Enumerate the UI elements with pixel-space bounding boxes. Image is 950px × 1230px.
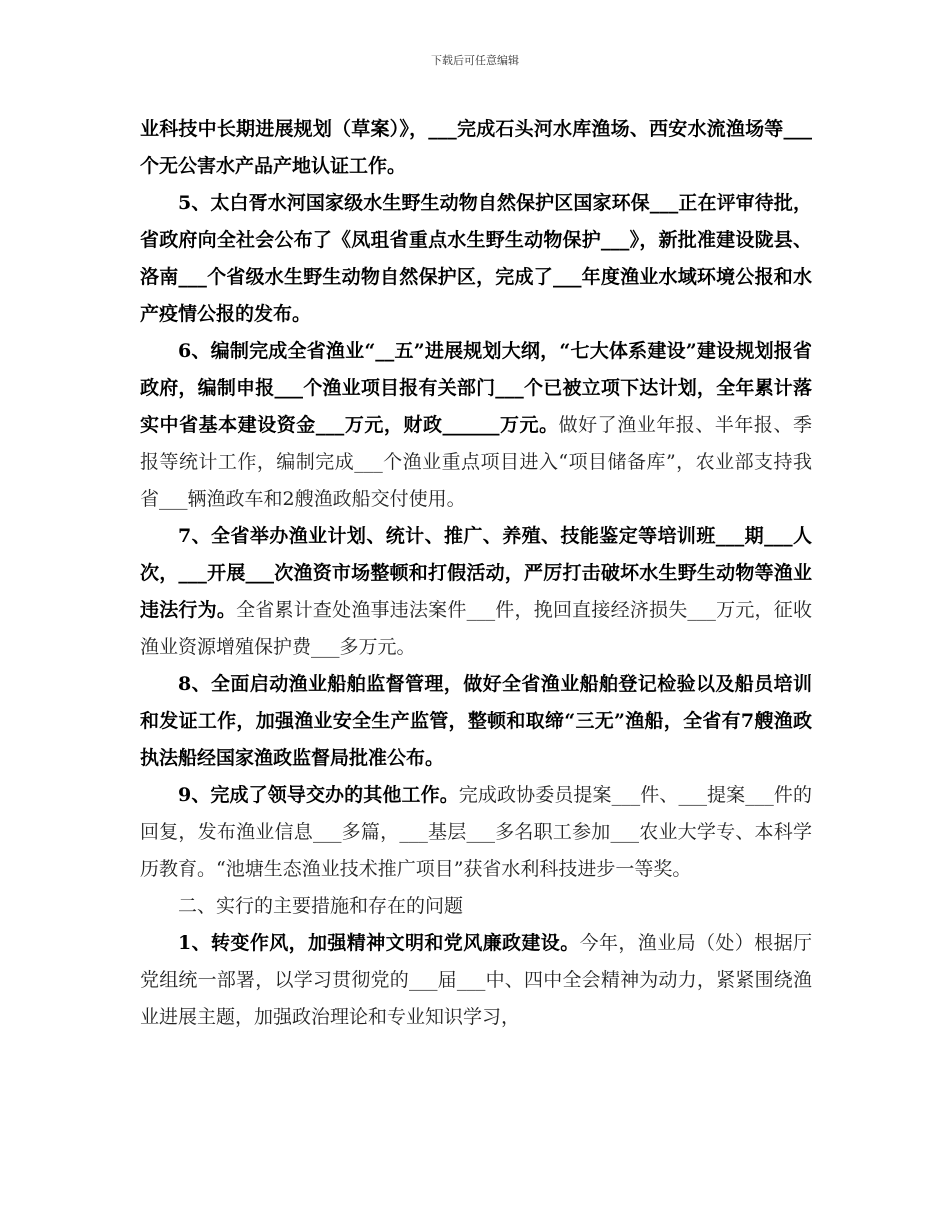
paragraph-item-8 bbox=[140, 666, 812, 777]
paragraph-item-9 bbox=[140, 777, 812, 888]
text-normal: 完成政协委员提案___件、___提案___件的回复，发布渔业信息___多篇，___基层___多名职工参加___农业大学专、本科学历教育。“池塘生态渔业技术推广项目”获省水利科技进步一等奖。 bbox=[140, 784, 812, 880]
paragraph-item-6 bbox=[140, 333, 812, 518]
paragraph-continuation bbox=[140, 111, 812, 185]
text-bold: 9、完成了领导交办的其他工作。 bbox=[178, 784, 459, 806]
paragraph-item-5 bbox=[140, 185, 812, 333]
paragraph-item-7 bbox=[140, 518, 812, 666]
section-heading bbox=[140, 888, 812, 925]
text-bold: 6、编制完成全省渔业“__五”进展规划大纲，“七大体系建设”建设规划报省政府，编制申报___个渔业项目报有关部门___个已被立项下达计划，全年累计落实中省基本建设资金___万元，财政______万元。 bbox=[140, 340, 812, 436]
text-bold: 5、太白胥水河国家级水生野生动物自然保护区国家环保___正在评审待批，省政府向全社会公布了《凤珇省重点水生野生动物保护___》，新批准建设陇县、洛南___个省级水生野生动物自然保护区，完成了___年度渔业水域环境公报和水产疫情公报的发布。 bbox=[140, 192, 812, 325]
page-header: 下载后可任意编辑 bbox=[431, 54, 519, 67]
text-bold: 业科技中长期进展规划（草案）》，___完成石头河水库渔场、西安水流渔场等___个无公害水产品产地认证工作。 bbox=[140, 118, 812, 177]
text-normal: 全省累计查处渔事违法案件___件，挽回直接经济损失___万元，征收渔业资源增殖保护费___多万元。 bbox=[140, 599, 812, 658]
text-normal: 二、实行的主要措施和存在的问题 bbox=[178, 895, 464, 917]
text-bold: 7、全省举办渔业计划、统计、推广、养殖、技能鉴定等培训班___期___人次，___开展___次渔资市场整顿和打假活动，严厉打击破坏水生野生动物等渔业违法行为。 bbox=[140, 525, 812, 621]
text-bold: 1、转变作风，加强精神文明和党风廉政建设。 bbox=[178, 932, 580, 954]
text-normal: 今年，渔业局（处）根据厅党组统一部署，以学习贯彻党的___届___中、四中全会精神为动力，紧紧围绕渔业进展主题，加强政治理论和专业知识学习， bbox=[140, 932, 812, 1028]
text-normal: 做好了渔业年报、半年报、季报等统计工作，编制完成___个渔业重点项目进入“项目储备库”，农业部支持我省___辆渔政车和2艘渔政船交付使用。 bbox=[140, 414, 812, 510]
paragraph-measure-1 bbox=[140, 925, 812, 1036]
text-bold: 8、全面启动渔业船舶监督管理，做好全省渔业船舶登记检验以及船员培训和发证工作，加强渔业安全生产监管，整顿和取缔“三无”渔船，全省有7艘渔政执法船经国家渔政监督局批准公布。 bbox=[140, 673, 812, 769]
document-body bbox=[140, 111, 812, 1036]
